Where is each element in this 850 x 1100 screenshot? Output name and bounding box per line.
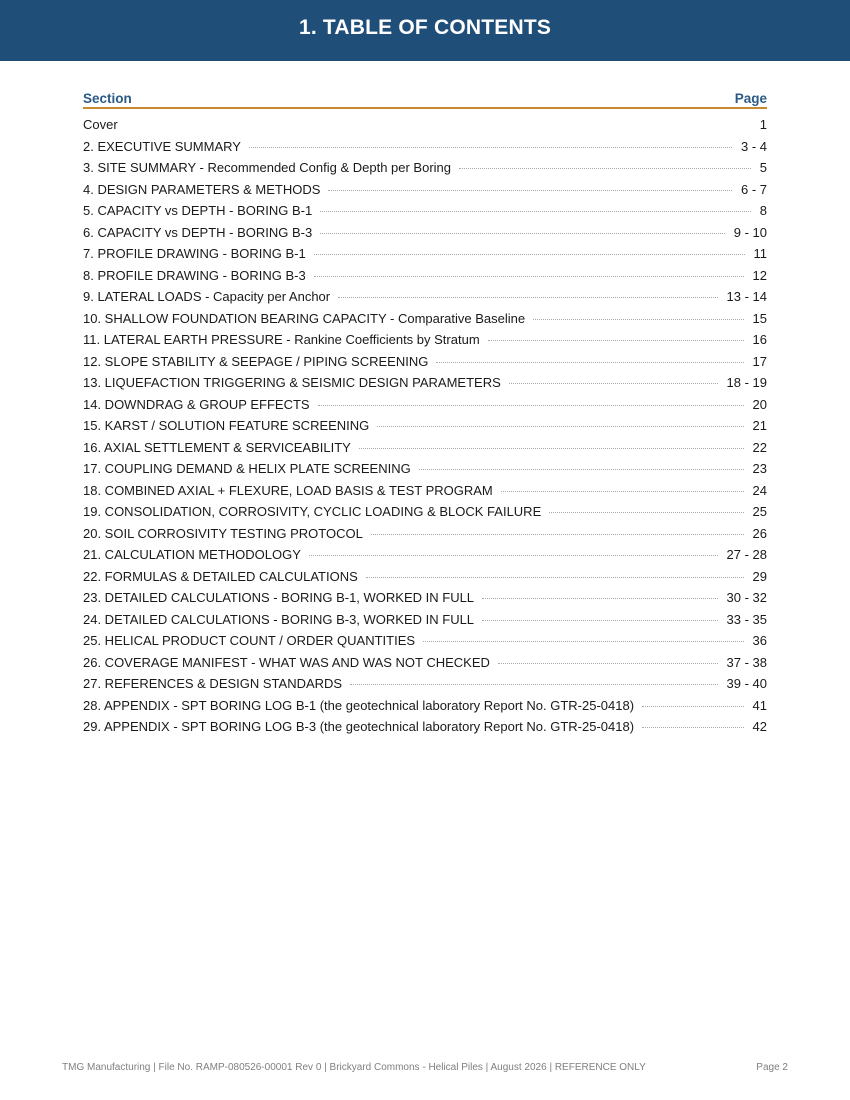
toc-entry-page: 13 - 14 — [726, 289, 767, 304]
toc-entry[interactable] — [83, 182, 767, 204]
toc-entry-title: 12. SLOPE STABILITY & SEEPAGE / PIPING SCREENING — [83, 353, 429, 369]
toc-entry-page: 27 - 28 — [726, 547, 767, 562]
toc-entry-page: 18 - 19 — [726, 375, 767, 390]
toc-entry[interactable] — [83, 440, 767, 462]
dot-leader — [459, 167, 751, 169]
toc-entry[interactable] — [83, 203, 767, 225]
dot-leader — [126, 125, 751, 126]
footer-info: TMG Manufacturing | File No. RAMP-080526-00001 Rev 0 | Brickyard Commons - Helical Piles | August 2026 | REFERENCE ONLY — [62, 1062, 646, 1073]
toc-entry-page: 41 — [752, 697, 767, 713]
title-banner — [0, 0, 850, 61]
toc-entry[interactable] — [83, 719, 767, 741]
dot-leader — [338, 296, 717, 298]
toc-entry-page: 26 — [752, 525, 767, 541]
dot-leader — [309, 554, 718, 556]
toc-entry-title: 9. LATERAL LOADS - Capacity per Anchor — [83, 289, 331, 304]
toc-entry-title: 5. CAPACITY vs DEPTH - BORING B-1 — [83, 203, 313, 218]
toc-entry[interactable] — [83, 117, 767, 139]
toc-entry-title: Cover — [83, 117, 118, 132]
toc-entry-page: 42 — [752, 719, 767, 734]
toc-entry-title: 11. LATERAL EARTH PRESSURE - Rankine Coefficients by Stratum — [83, 332, 480, 347]
toc-entry[interactable] — [83, 311, 767, 333]
page-title: 1. TABLE OF CONTENTS — [298, 15, 552, 39]
dot-leader — [488, 339, 744, 341]
toc-entry-title: 27. REFERENCES & DESIGN STANDARDS — [83, 676, 343, 691]
toc-entry-page: 8 — [759, 203, 767, 218]
toc-entry[interactable] — [83, 676, 767, 698]
toc-entry-title: 6. CAPACITY vs DEPTH - BORING B-3 — [83, 224, 313, 240]
table-of-contents — [83, 82, 767, 741]
dot-leader — [314, 275, 744, 277]
toc-entry-page: 1 — [759, 117, 767, 132]
toc-header — [83, 82, 767, 109]
toc-entry-title: 16. AXIAL SETTLEMENT & SERVICEABILITY — [83, 439, 351, 455]
toc-entry-page: 22 — [752, 439, 767, 455]
dot-leader — [642, 726, 743, 728]
toc-entry[interactable] — [83, 569, 767, 591]
dot-leader — [549, 511, 743, 513]
toc-entry-title: 19. CONSOLIDATION, CORROSIVITY, CYCLIC LOADING & BLOCK FAILURE — [83, 504, 542, 519]
toc-entry[interactable] — [83, 655, 767, 677]
toc-entry[interactable] — [83, 547, 767, 569]
dot-leader — [249, 146, 732, 148]
toc-entry[interactable] — [83, 289, 767, 311]
toc-entry-page: 6 - 7 — [740, 181, 767, 197]
toc-entry-title: 13. LIQUEFACTION TRIGGERING & SEISMIC DESIGN PARAMETERS — [83, 375, 501, 390]
toc-entry[interactable] — [83, 246, 767, 268]
dot-leader — [436, 361, 743, 363]
toc-entry-title: 17. COUPLING DEMAND & HELIX PLATE SCREENING — [83, 461, 411, 476]
toc-entry-page: 21 — [752, 418, 767, 433]
toc-entry-title: 14. DOWNDRAG & GROUP EFFECTS — [83, 396, 310, 412]
dot-leader — [533, 318, 743, 320]
dot-leader — [419, 468, 744, 470]
toc-entry-title: 21. CALCULATION METHODOLOGY — [83, 547, 301, 562]
toc-entry-title: 28. APPENDIX - SPT BORING LOG B-1 (the geotechnical laboratory Report No. GTR-25-0418) — [83, 697, 635, 713]
toc-entry[interactable] — [83, 633, 767, 655]
toc-entry-page: 5 — [759, 160, 767, 175]
toc-entry-title: 15. KARST / SOLUTION FEATURE SCREENING — [83, 418, 370, 433]
dot-leader — [423, 640, 743, 642]
toc-list — [83, 117, 767, 741]
toc-entry[interactable] — [83, 354, 767, 376]
toc-entry-page: 29 — [752, 568, 767, 584]
toc-entry[interactable] — [83, 461, 767, 483]
toc-entry-title: 8. PROFILE DRAWING - BORING B-3 — [83, 267, 306, 283]
dot-leader — [359, 447, 744, 449]
toc-entry-page: 11 — [753, 246, 767, 261]
toc-entry-title: 10. SHALLOW FOUNDATION BEARING CAPACITY - Comparative Baseline — [83, 310, 526, 326]
dot-leader — [509, 382, 718, 384]
toc-entry-page: 30 - 32 — [726, 590, 767, 605]
dot-leader — [377, 425, 743, 427]
toc-entry-title: 3. SITE SUMMARY - Recommended Config & Depth per Boring — [83, 160, 452, 175]
toc-entry[interactable] — [83, 483, 767, 505]
toc-entry-page: 23 — [752, 461, 767, 476]
toc-entry-page: 25 — [752, 504, 767, 519]
toc-entry-title: 22. FORMULAS & DETAILED CALCULATIONS — [83, 568, 358, 584]
toc-entry-title: 24. DETAILED CALCULATIONS - BORING B-3, WORKED IN FULL — [83, 611, 475, 627]
toc-entry-page: 15 — [752, 310, 767, 326]
toc-entry-title: 18. COMBINED AXIAL + FLEXURE, LOAD BASIS & TEST PROGRAM — [83, 482, 493, 498]
dot-leader — [328, 189, 732, 191]
toc-entry[interactable] — [83, 418, 767, 440]
toc-entry-title: 25. HELICAL PRODUCT COUNT / ORDER QUANTITIES — [83, 633, 416, 648]
dot-leader — [350, 683, 717, 685]
toc-entry-page: 39 - 40 — [726, 676, 767, 691]
toc-entry-page: 24 — [752, 482, 767, 498]
toc-entry-title: 20. SOIL CORROSIVITY TESTING PROTOCOL — [83, 525, 363, 541]
dot-leader — [371, 533, 744, 535]
toc-entry[interactable] — [83, 332, 767, 354]
toc-entry-title: 26. COVERAGE MANIFEST - WHAT WAS AND WAS NOT CHECKED — [83, 654, 490, 670]
dot-leader — [482, 597, 717, 599]
toc-entry-page: 12 — [752, 267, 767, 283]
toc-entry[interactable] — [83, 612, 767, 634]
toc-entry-page: 17 — [752, 353, 767, 369]
toc-entry-page: 16 — [752, 332, 767, 347]
toc-entry-title: 4. DESIGN PARAMETERS & METHODS — [83, 181, 321, 197]
toc-entry[interactable] — [83, 397, 767, 419]
toc-entry-page: 37 - 38 — [726, 654, 767, 670]
toc-entry-title: 2. EXECUTIVE SUMMARY — [83, 138, 241, 154]
toc-entry[interactable] — [83, 225, 767, 247]
toc-entry[interactable] — [83, 504, 767, 526]
dot-leader — [320, 210, 751, 212]
toc-entry-page: 36 — [752, 633, 767, 648]
dot-leader — [642, 705, 743, 707]
dot-leader — [320, 232, 725, 234]
toc-entry-page: 3 - 4 — [740, 138, 767, 154]
dot-leader — [314, 253, 745, 255]
toc-entry[interactable] — [83, 160, 767, 182]
dot-leader — [366, 576, 744, 578]
toc-entry[interactable] — [83, 526, 767, 548]
toc-entry-title: 7. PROFILE DRAWING - BORING B-1 — [83, 246, 306, 261]
toc-entry-page: 33 - 35 — [726, 611, 767, 627]
toc-entry-title: 23. DETAILED CALCULATIONS - BORING B-1, WORKED IN FULL — [83, 590, 475, 605]
toc-entry[interactable] — [83, 139, 767, 161]
toc-entry[interactable] — [83, 590, 767, 612]
toc-entry[interactable] — [83, 698, 767, 720]
toc-entry-page: 20 — [752, 396, 767, 412]
toc-entry-page: 9 - 10 — [733, 224, 767, 240]
dot-leader — [501, 490, 744, 492]
section-column-header: Section — [83, 91, 132, 106]
dot-leader — [482, 619, 717, 621]
toc-entry-title: 29. APPENDIX - SPT BORING LOG B-3 (the geotechnical laboratory Report No. GTR-25-0418) — [83, 719, 635, 734]
toc-entry[interactable] — [83, 375, 767, 397]
toc-entry[interactable] — [83, 268, 767, 290]
dot-leader — [498, 662, 718, 664]
footer-page-number: Page 2 — [756, 1062, 788, 1073]
page-column-header: Page — [734, 91, 767, 106]
dot-leader — [318, 404, 744, 406]
